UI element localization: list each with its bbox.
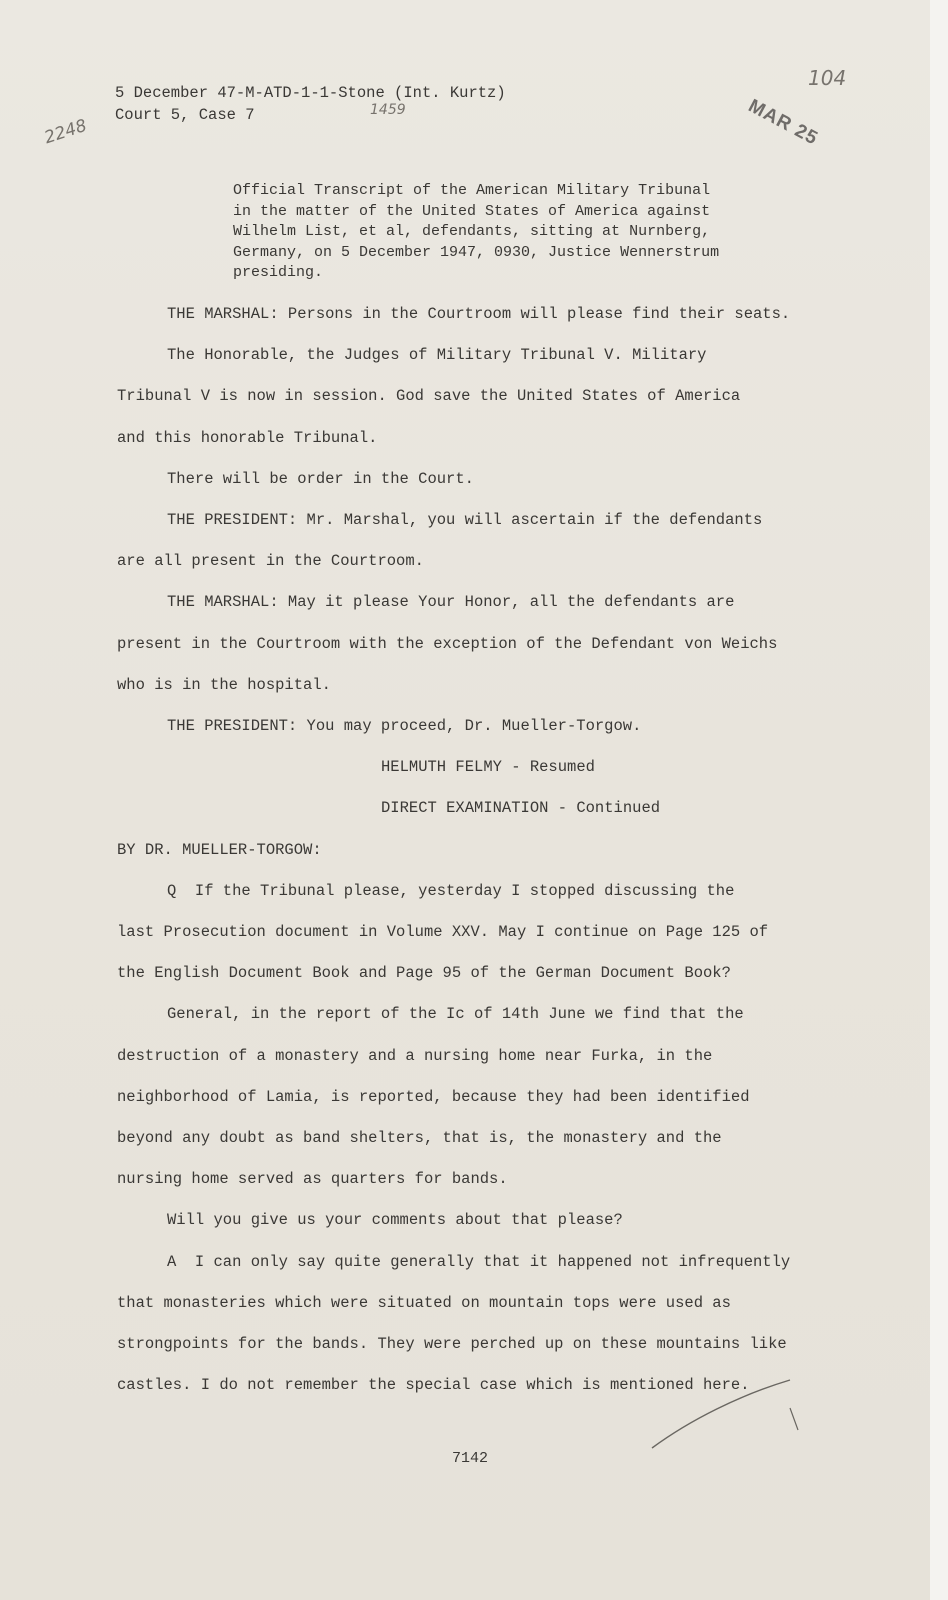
transcript-line: Will you give us your comments about that please?: [167, 1211, 623, 1230]
transcript-line: There will be order in the Court.: [167, 469, 474, 488]
section-heading: HELMUTH FELMY - Resumed: [381, 758, 595, 777]
caption-line: Official Transcript of the American Military Tribunal: [233, 182, 711, 199]
transcript-line: that monasteries which were situated on mountain tops were used as: [117, 1293, 731, 1312]
pen-stroke-mark: [640, 1360, 810, 1470]
page-number: 7142: [452, 1450, 489, 1467]
transcript-line: THE MARSHAL: May it please Your Honor, all the defendants are: [167, 593, 735, 612]
section-heading: DIRECT EXAMINATION - Continued: [381, 799, 661, 818]
transcript-line: THE MARSHAL: Persons in the Courtroom will please find their seats.: [167, 305, 791, 323]
caption-line: in the matter of the United States of America against: [233, 202, 711, 220]
transcript-line: and this honorable Tribunal.: [117, 428, 378, 447]
transcript-line: destruction of a monastery and a nursing home near Furka, in the: [117, 1046, 713, 1065]
transcript-line: castles. I do not remember the special case which is mentioned here.: [117, 1376, 750, 1395]
transcript-line: General, in the report of the Ic of 14th June we find that the: [167, 1005, 744, 1024]
transcript-line: last Prosecution document in Volume XXV. May I continue on Page 125 of: [117, 923, 769, 941]
page-edge: [930, 0, 948, 1600]
header-line-1: 5 December 47-M-ATD-1-1-Stone (Int. Kurtz): [115, 84, 506, 102]
transcript-line: beyond any doubt as band shelters, that is, the monastery and the: [117, 1129, 722, 1147]
transcript-line: neighborhood of Lamia, is reported, because they had been identified: [117, 1087, 750, 1106]
transcript-line: Tribunal V is now in session. God save the United States of America: [117, 387, 741, 406]
caption-line: Germany, on 5 December 1947, 0930, Justice Wennerstrum: [233, 243, 720, 261]
transcript-line: BY DR. MUELLER-TORGOW:: [117, 840, 322, 859]
transcript-line: THE PRESIDENT: Mr. Marshal, you will ascertain if the defendants: [167, 511, 763, 529]
caption-line: Wilhelm List, et al, defendants, sitting at Nurnberg,: [233, 223, 711, 240]
transcript-line: nursing home served as quarters for bands.: [117, 1170, 508, 1189]
transcript-line: strongpoints for the bands. They were perched up on these mountains like: [117, 1335, 787, 1353]
date-stamp: MAR 25: [744, 95, 822, 150]
transcript-line: Q If the Tribunal please, yesterday I stopped discussing the: [167, 881, 735, 900]
handwritten-center-number: 1459: [370, 102, 406, 118]
transcript-line: who is in the hospital.: [117, 675, 331, 694]
transcript-line: A I can only say quite generally that it happened not infrequently: [167, 1252, 791, 1271]
transcript-line: THE PRESIDENT: You may proceed, Dr. Mueller-Torgow.: [167, 717, 642, 735]
transcript-line: the English Document Book and Page 95 of the German Document Book?: [117, 964, 731, 983]
handwritten-margin-number: 2248: [41, 115, 90, 149]
handwritten-top-right-number: 104: [808, 66, 847, 90]
transcript-line: present in the Courtroom with the exception of the Defendant von Weichs: [117, 634, 778, 653]
header-line-2: Court 5, Case 7: [115, 106, 255, 124]
transcript-line: are all present in the Courtroom.: [117, 552, 424, 571]
caption-line: presiding.: [233, 264, 324, 281]
transcript-line: The Honorable, the Judges of Military Tribunal V. Military: [167, 346, 707, 365]
